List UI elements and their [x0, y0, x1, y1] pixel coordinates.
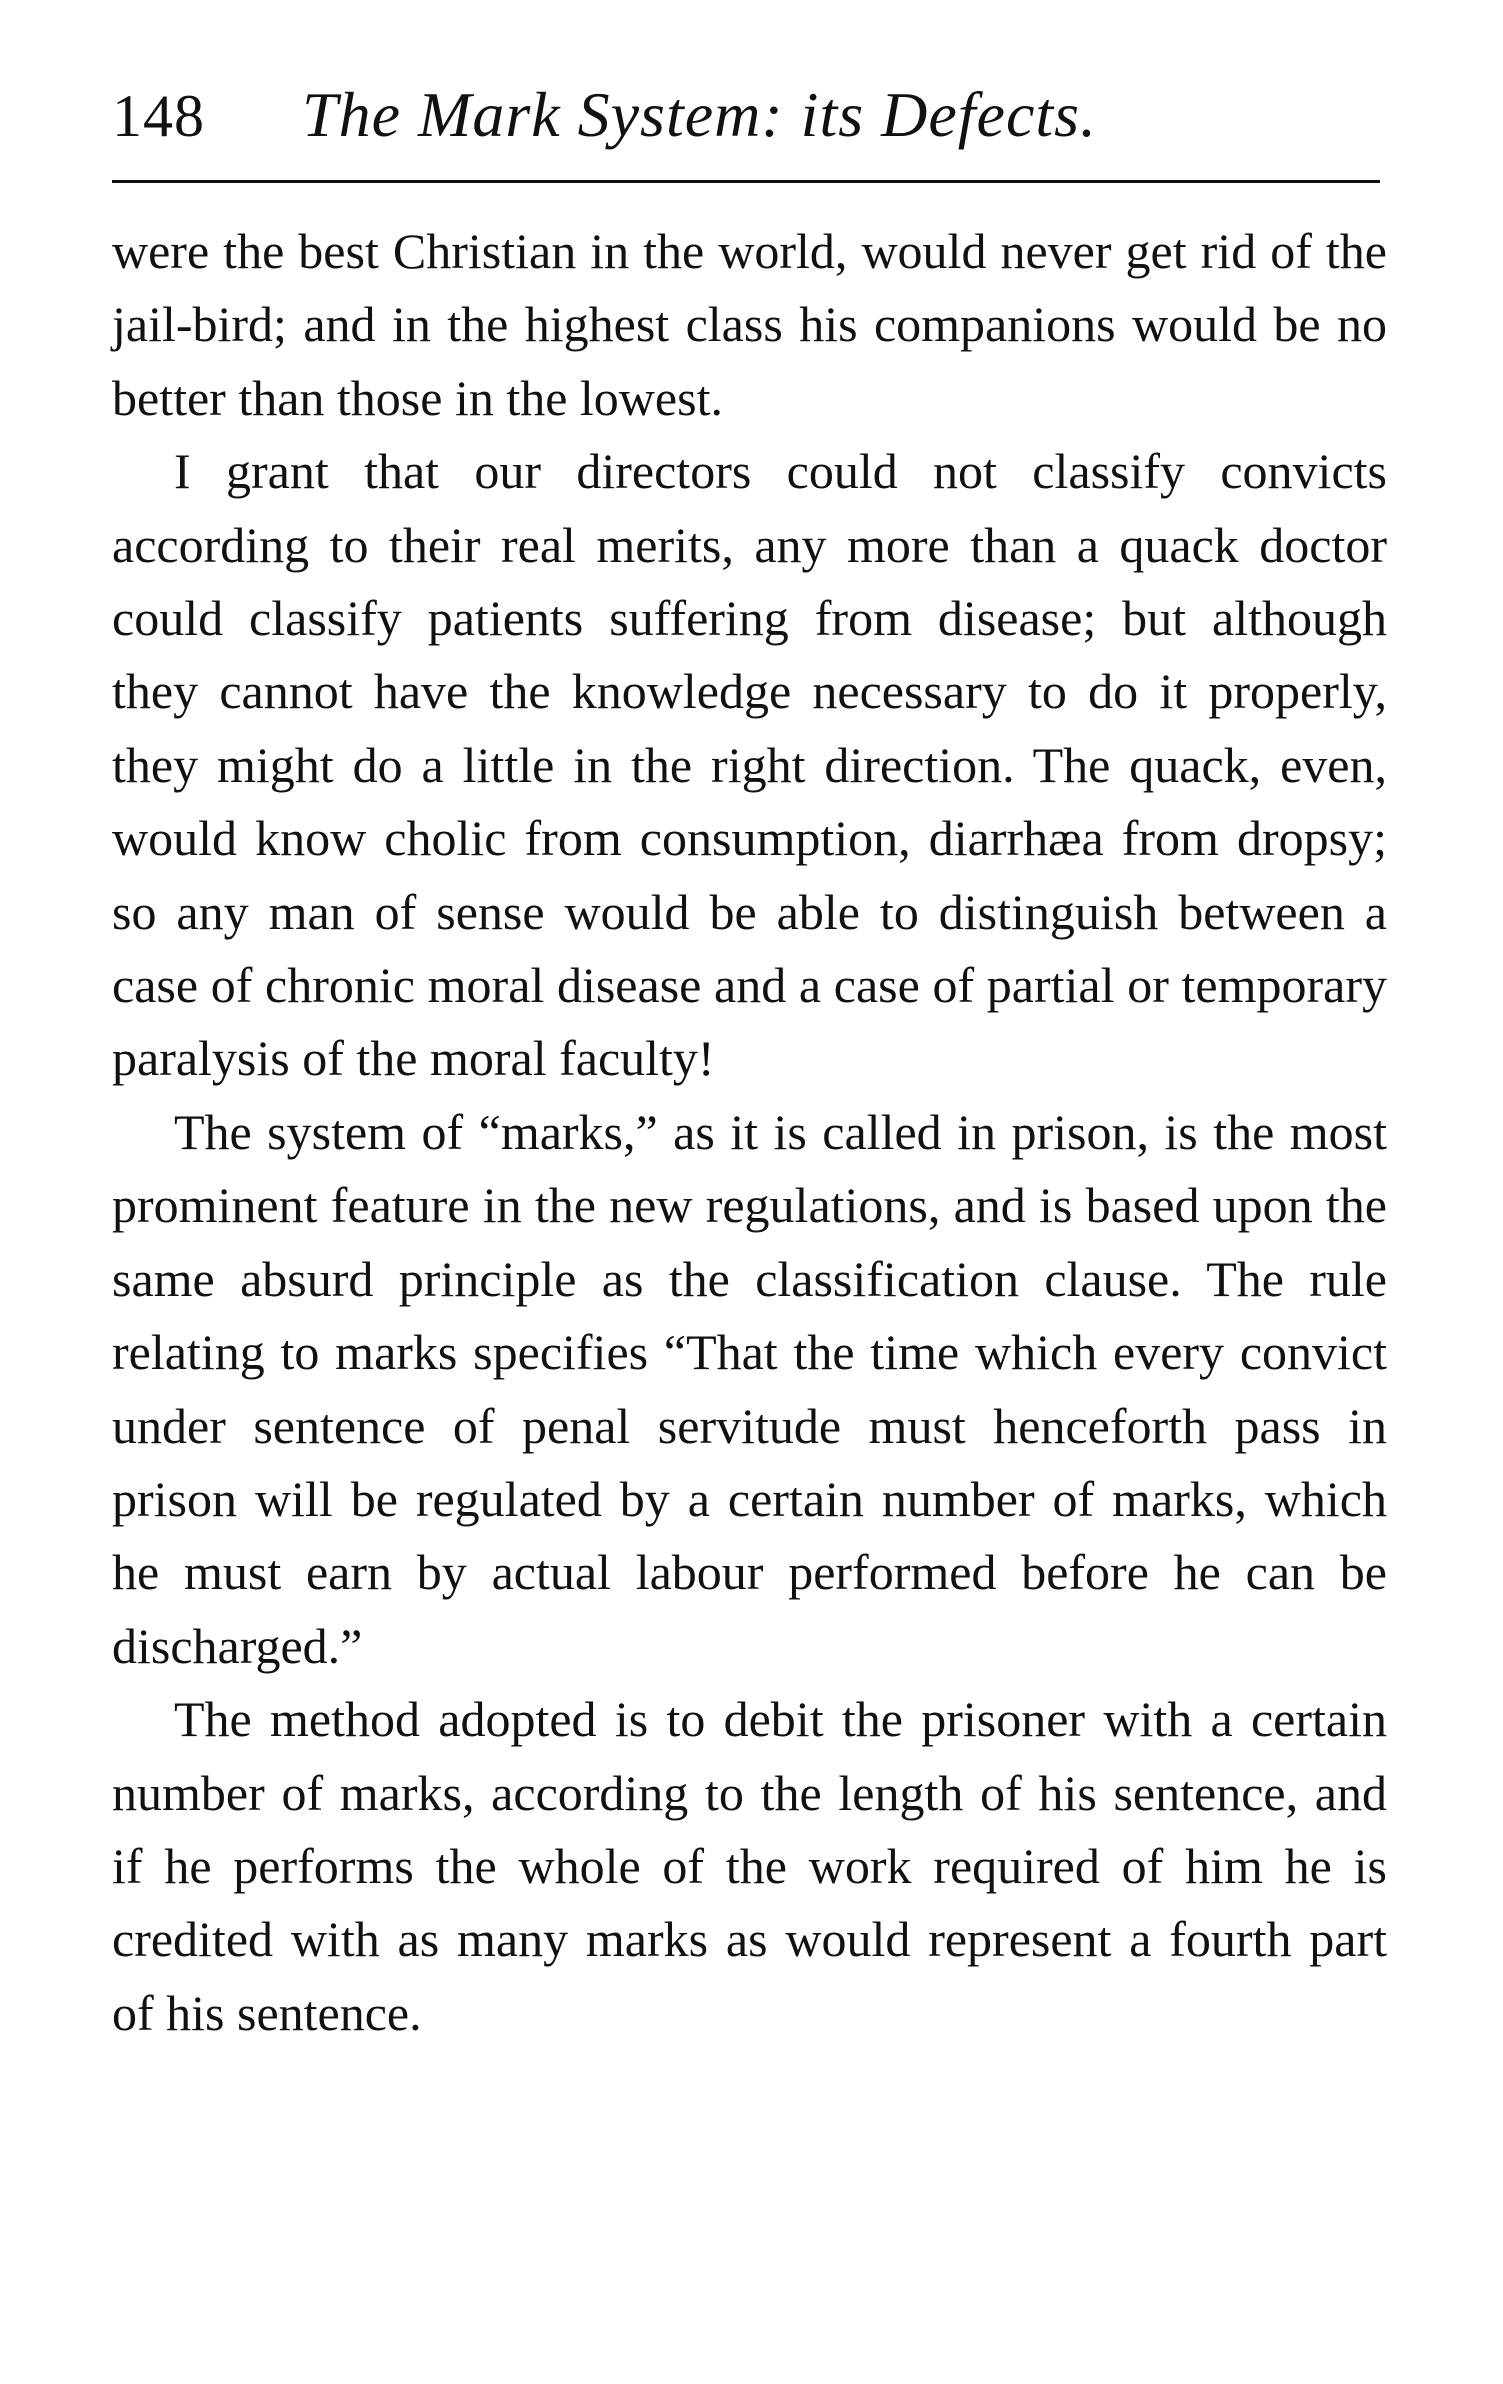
paragraph-continued: were the best Christian in the world, would never get rid of the jail-bird; and in the highest class his companions would be no better than those in the lowest. [112, 223, 1387, 426]
page-header [112, 68, 1382, 178]
running-title: The Mark System: its Defects. [302, 79, 1098, 150]
header-rule [112, 180, 1380, 183]
page-number: 148 [112, 83, 205, 149]
paragraph-classification: I grant that our directors could not classify convicts according to their real merits, any more than a quack doctor could classify patients suffering from disease; but although they cannot have the knowledge necessary to do it properly, they might do a little in the right direction. The quack, even, would know cholic from consumption, diarrhæa from dropsy; so any man of sense would be able to distinguish between a case of chronic moral disease and a case of partial or temporary paralysis of the moral faculty! [112, 443, 1387, 1087]
paragraph-mark-system: The system of “marks,” as it is called in prison, is the most prominent feature in the new regulations, and is based upon the same absurd principle as the classification clause. The rule relating to marks specifies “That the time which every convict under sentence of penal servitude must henceforth pass in prison will be regulated by a certain number of marks, which he must earn by actual labour performed before he can be discharged.” [112, 1103, 1387, 1674]
paragraph-method: The method adopted is to debit the prisoner with a certain number of marks, according to the length of his sentence, and if he performs the whole of the work required of him he is credited with as many marks as would represent a fourth part of his sentence. [112, 1691, 1387, 2041]
body-text [112, 215, 1387, 2050]
